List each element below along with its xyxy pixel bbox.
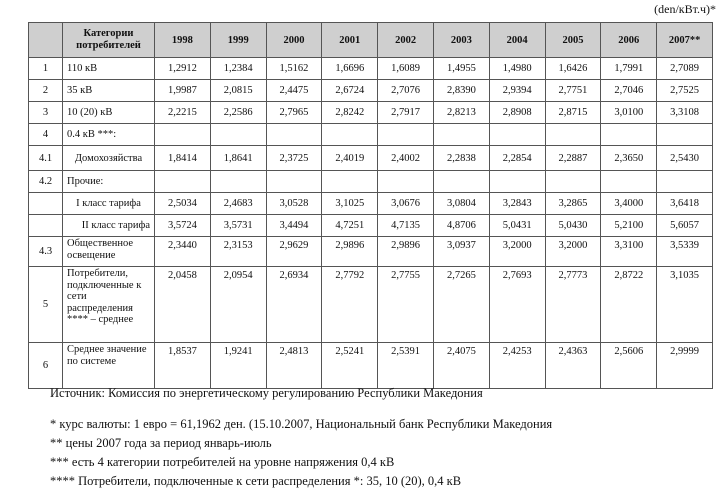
value-cell: 3,5339 <box>657 237 713 267</box>
value-cell: 3,2843 <box>489 193 545 215</box>
value-cell: 3,0100 <box>601 102 657 124</box>
row-number <box>29 215 63 237</box>
value-cell: 4,7135 <box>378 215 434 237</box>
row-category-label: Потребители, подключенные к сети распределения **** – среднее <box>63 267 155 343</box>
value-cell: 2,7089 <box>657 58 713 80</box>
value-cell: 2,7046 <box>601 80 657 102</box>
value-cell: 3,5724 <box>155 215 211 237</box>
value-cell: 2,9394 <box>489 80 545 102</box>
row-category-label: 10 (20) кВ <box>63 102 155 124</box>
value-cell: 2,3725 <box>266 146 322 171</box>
table-row <box>29 171 713 193</box>
footnote-2: ** цены 2007 года за период январь-июль <box>50 436 272 450</box>
header-year: 2007** <box>657 23 713 58</box>
row-number <box>29 193 63 215</box>
value-cell: 4,8706 <box>433 215 489 237</box>
table-row <box>29 267 713 343</box>
value-cell: 1,7991 <box>601 58 657 80</box>
value-cell: 4,7251 <box>322 215 378 237</box>
value-cell <box>489 171 545 193</box>
value-cell: 2,9629 <box>266 237 322 267</box>
value-cell: 2,7965 <box>266 102 322 124</box>
table-row <box>29 124 713 146</box>
header-year: 2003 <box>433 23 489 58</box>
value-cell <box>210 124 266 146</box>
value-cell: 1,8641 <box>210 146 266 171</box>
value-cell: 3,2000 <box>489 237 545 267</box>
header-year: 2005 <box>545 23 601 58</box>
value-cell: 2,4363 <box>545 343 601 389</box>
row-category-label: Прочие: <box>63 171 155 193</box>
value-cell <box>266 124 322 146</box>
value-cell: 2,3153 <box>210 237 266 267</box>
footnote-3: *** есть 4 категории потребителей на уровне напряжения 0,4 кВ <box>50 455 395 469</box>
value-cell: 2,8715 <box>545 102 601 124</box>
value-cell: 2,4683 <box>210 193 266 215</box>
value-cell <box>545 171 601 193</box>
value-cell: 2,5391 <box>378 343 434 389</box>
value-cell: 2,7773 <box>545 267 601 343</box>
value-cell <box>155 171 211 193</box>
value-cell: 2,9896 <box>322 237 378 267</box>
value-cell: 2,2838 <box>433 146 489 171</box>
header-year: 2001 <box>322 23 378 58</box>
value-cell: 2,6934 <box>266 267 322 343</box>
value-cell: 3,3100 <box>601 237 657 267</box>
tariff-table <box>28 22 713 389</box>
value-cell: 2,2586 <box>210 102 266 124</box>
value-cell: 2,5430 <box>657 146 713 171</box>
value-cell: 3,0937 <box>433 237 489 267</box>
value-cell: 5,0430 <box>545 215 601 237</box>
row-number: 2 <box>29 80 63 102</box>
value-cell: 3,0676 <box>378 193 434 215</box>
value-cell: 3,0804 <box>433 193 489 215</box>
footnote-4: **** Потребители, подключенные к сети распределения *: 35, 10 (20), 0,4 кВ <box>50 474 462 488</box>
table-row <box>29 193 713 215</box>
value-cell <box>433 171 489 193</box>
value-cell: 2,5606 <box>601 343 657 389</box>
value-cell: 2,6724 <box>322 80 378 102</box>
value-cell <box>378 171 434 193</box>
row-number: 3 <box>29 102 63 124</box>
value-cell: 1,8414 <box>155 146 211 171</box>
value-cell <box>322 124 378 146</box>
footnote-1: * курс валюты: 1 евро = 61,1962 ден. (15.10.2007, Национальный банк Республики Македония <box>50 417 553 431</box>
unit-label: (den/кВт.ч)* <box>654 2 716 16</box>
value-cell: 1,9241 <box>210 343 266 389</box>
row-category-label: II класс тарифа <box>63 215 155 237</box>
value-cell: 2,7755 <box>378 267 434 343</box>
value-cell: 2,3650 <box>601 146 657 171</box>
value-cell: 1,4955 <box>433 58 489 80</box>
row-number: 4.2 <box>29 171 63 193</box>
value-cell: 2,7525 <box>657 80 713 102</box>
value-cell <box>210 171 266 193</box>
value-cell: 2,7917 <box>378 102 434 124</box>
source-note: Источник: Комиссия по энергетическому регулированию Республики Македония <box>50 386 483 400</box>
row-category-label: Среднее значение по системе <box>63 343 155 389</box>
value-cell: 2,2854 <box>489 146 545 171</box>
header-year: 2002 <box>378 23 434 58</box>
value-cell: 2,3440 <box>155 237 211 267</box>
table-header-row <box>29 23 713 58</box>
value-cell: 2,8242 <box>322 102 378 124</box>
value-cell: 1,5162 <box>266 58 322 80</box>
value-cell: 3,4494 <box>266 215 322 237</box>
value-cell: 1,9987 <box>155 80 211 102</box>
value-cell: 3,4000 <box>601 193 657 215</box>
value-cell: 2,4019 <box>322 146 378 171</box>
value-cell: 2,7792 <box>322 267 378 343</box>
value-cell: 2,0815 <box>210 80 266 102</box>
table-row <box>29 146 713 171</box>
row-category-label: 110 кВ <box>63 58 155 80</box>
header-category: Категории потребителей <box>63 23 155 58</box>
value-cell <box>322 171 378 193</box>
value-cell: 2,9999 <box>657 343 713 389</box>
value-cell: 1,2384 <box>210 58 266 80</box>
value-cell: 3,2865 <box>545 193 601 215</box>
value-cell: 2,9896 <box>378 237 434 267</box>
value-cell: 3,3108 <box>657 102 713 124</box>
table-row <box>29 215 713 237</box>
row-number: 6 <box>29 343 63 389</box>
value-cell: 1,6426 <box>545 58 601 80</box>
value-cell: 3,1025 <box>322 193 378 215</box>
value-cell <box>378 124 434 146</box>
value-cell <box>545 124 601 146</box>
value-cell: 1,6696 <box>322 58 378 80</box>
header-year: 1998 <box>155 23 211 58</box>
value-cell: 5,6057 <box>657 215 713 237</box>
row-category-label: Домохозяйства <box>63 146 155 171</box>
value-cell: 2,0954 <box>210 267 266 343</box>
value-cell: 2,4813 <box>266 343 322 389</box>
row-category-label: I класс тарифа <box>63 193 155 215</box>
row-category-label: 0.4 кВ ***: <box>63 124 155 146</box>
value-cell <box>433 124 489 146</box>
value-cell: 2,2215 <box>155 102 211 124</box>
header-year: 1999 <box>210 23 266 58</box>
row-number: 4.3 <box>29 237 63 267</box>
value-cell: 2,7751 <box>545 80 601 102</box>
value-cell: 5,2100 <box>601 215 657 237</box>
row-category-label: Общественное освещение <box>63 237 155 267</box>
value-cell: 3,5731 <box>210 215 266 237</box>
value-cell: 2,5241 <box>322 343 378 389</box>
value-cell: 1,4980 <box>489 58 545 80</box>
value-cell: 2,7076 <box>378 80 434 102</box>
value-cell: 2,7265 <box>433 267 489 343</box>
value-cell <box>155 124 211 146</box>
value-cell: 3,2000 <box>545 237 601 267</box>
value-cell: 2,4075 <box>433 343 489 389</box>
value-cell <box>601 171 657 193</box>
row-number: 4 <box>29 124 63 146</box>
table-row <box>29 237 713 267</box>
value-cell: 1,8537 <box>155 343 211 389</box>
value-cell: 2,2887 <box>545 146 601 171</box>
header-number <box>29 23 63 58</box>
value-cell: 2,4002 <box>378 146 434 171</box>
value-cell: 2,7693 <box>489 267 545 343</box>
value-cell: 3,6418 <box>657 193 713 215</box>
value-cell: 2,4253 <box>489 343 545 389</box>
header-year: 2004 <box>489 23 545 58</box>
header-year: 2006 <box>601 23 657 58</box>
value-cell: 2,0458 <box>155 267 211 343</box>
value-cell: 2,8722 <box>601 267 657 343</box>
value-cell: 2,8908 <box>489 102 545 124</box>
value-cell <box>489 124 545 146</box>
value-cell: 1,6089 <box>378 58 434 80</box>
value-cell: 2,4475 <box>266 80 322 102</box>
table-body <box>29 58 713 389</box>
row-category-label: 35 кВ <box>63 80 155 102</box>
table-row <box>29 102 713 124</box>
value-cell: 1,2912 <box>155 58 211 80</box>
value-cell <box>657 171 713 193</box>
value-cell <box>601 124 657 146</box>
value-cell <box>266 171 322 193</box>
table-row <box>29 343 713 389</box>
header-year: 2000 <box>266 23 322 58</box>
table-row <box>29 80 713 102</box>
row-number: 5 <box>29 267 63 343</box>
value-cell: 5,0431 <box>489 215 545 237</box>
table-row <box>29 58 713 80</box>
value-cell: 2,8390 <box>433 80 489 102</box>
value-cell: 2,5034 <box>155 193 211 215</box>
row-number: 4.1 <box>29 146 63 171</box>
value-cell: 3,1035 <box>657 267 713 343</box>
row-number: 1 <box>29 58 63 80</box>
value-cell <box>657 124 713 146</box>
value-cell: 3,0528 <box>266 193 322 215</box>
value-cell: 2,8213 <box>433 102 489 124</box>
